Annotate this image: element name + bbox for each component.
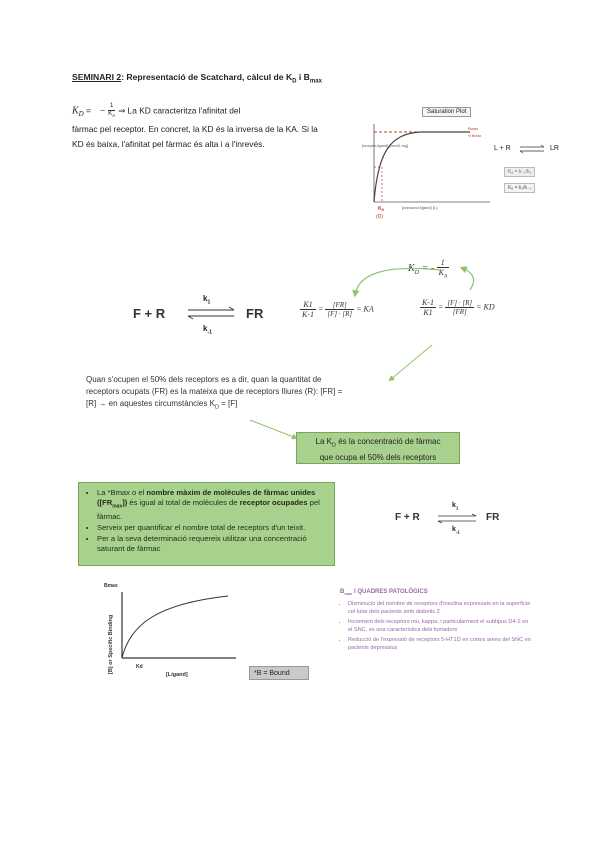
kd-box-sub: D: [331, 442, 336, 449]
saturation-plot-title: Saturation Plot: [422, 100, 471, 118]
binding-curve: [122, 596, 228, 658]
bmax-item-3: • Per a la seva determinació requereix utilitzar una concentració saturant de fàrmac: [97, 534, 330, 554]
eq1-num: K1: [300, 300, 316, 310]
small-km1: [452, 526, 460, 534]
small-km1-sub: -1: [455, 529, 460, 535]
kd-box-line1a: La K: [315, 437, 332, 446]
pathology-heading-b: B: [340, 589, 345, 595]
kd-top-eq: = -: [419, 263, 437, 275]
sat-y-label: [receptor-ligand] [nmol/L·mg]: [362, 144, 408, 148]
small-reaction-right: FR: [486, 512, 500, 523]
arrow-to-kd-box: [250, 420, 296, 438]
title-sub-d: D: [292, 78, 297, 85]
receptor-note-line3-sub: D: [214, 404, 219, 411]
small-reaction-arrows: [436, 513, 480, 525]
kd-box-line2: que ocupa el 50% dels receptors: [319, 452, 437, 462]
eq1-mid-den: [F] · [R]: [327, 310, 353, 318]
small-k1-k: k: [452, 502, 456, 509]
small-km1-k: k: [452, 526, 456, 533]
bmax-item-2: • Serveix per quantificar el nombre total de receptors d'un teixit.: [97, 523, 330, 533]
sat-box-ka: Kₐ = k₋₁/k₁: [504, 167, 535, 177]
arrow-kd-to-ka: [355, 268, 440, 295]
binding-kd-label: Kd: [136, 664, 143, 670]
eq2-num: K-1: [422, 298, 434, 307]
receptor-note-line3-end: = [F]: [218, 399, 238, 408]
title-seminar: SEMINARI 2: [72, 72, 122, 82]
intro-line1: La KD caracteritza l'afinitat del: [125, 105, 241, 116]
sat-bmax-label: Bmax: [468, 126, 479, 131]
pathology-heading-rest: I QUADRES PATOLÒGICS: [352, 589, 428, 595]
frac-den: K: [108, 111, 113, 117]
arrow-kd-loop: [462, 268, 474, 290]
intro-paragraph: $K_D$ = − $\frac{1}{K_A}$ ⇒ La KD caracteritza l'afinitat del fàrmac pel receptor. En concret, la KD és la inversa de la KA. Si la KD és baixa, l'afinitat pel fàrmac és alta i a l'inrevés.: [72, 103, 318, 149]
frac-num: 1: [110, 103, 114, 109]
small-k1-sub: 1: [455, 505, 459, 511]
bound-legend: *B = Bound: [249, 666, 309, 680]
bmax-item-1: [97, 488, 330, 522]
binding-x-label: [Ligand]: [166, 672, 188, 678]
bmax-b1-end: pel fàrmac.: [97, 498, 320, 521]
equation-ka: $\frac{K1}{K-1}$ = $\frac{[FR]}{[F] \cdot [R]}$ = KA: [302, 300, 374, 319]
kd-top-sub: D: [414, 270, 420, 277]
big-reaction-right: FR: [246, 306, 264, 321]
kd-sub: D: [78, 109, 84, 118]
eq2-den: K1: [423, 308, 433, 317]
binding-bmax-label: Bmax: [104, 583, 118, 589]
big-km1-k: k: [203, 324, 208, 333]
big-k1-sub: 1: [207, 299, 211, 306]
sat-half-bmax: ½ Bmax: [468, 134, 482, 138]
big-reaction-left: F + R: [133, 306, 166, 321]
bmax-b1-bold: nombre màxim de molècules de fàrmac unides ([FR: [97, 488, 316, 507]
bmax-b1-sub: max: [112, 503, 123, 510]
big-reaction-arrows: [186, 306, 238, 320]
receptor-note-line3: [86, 398, 416, 414]
frac-den-sub: A: [112, 113, 116, 119]
kd-box-line1: [297, 436, 459, 452]
sat-kd-label: $K_D$: [378, 206, 385, 212]
bmax-list: [85, 488, 330, 554]
kd-top-k: K: [408, 263, 415, 275]
big-k1: [203, 294, 210, 306]
pathology-item: • Reducció de l'expressió de receptors 5-HT1D en cortes arees del SNC en pacients depressius: [348, 636, 534, 652]
eq2-mid-num: [F] · [R]: [447, 299, 473, 307]
sat-kd-paren: (D): [376, 214, 383, 220]
sat-box-kd: Kₑ = k₁/k₋₁: [504, 183, 535, 193]
eq2-mid-den: [FR]: [452, 308, 467, 316]
eq1-den: K-1: [302, 310, 314, 319]
bmax-b1-bold3: receptor ocupades: [239, 498, 308, 507]
bmax-box: [78, 482, 335, 566]
small-reaction-left: F + R: [395, 512, 420, 523]
pathology-list-container: [338, 600, 534, 654]
title-sub-max: max: [309, 78, 322, 85]
receptor-note-line2: receptors ocupats (FR) es la mateixa que de receptors lliures (R): [FR] =: [86, 387, 343, 396]
binding-plot: [96, 580, 246, 684]
big-km1: [203, 324, 212, 336]
bmax-b1-mid: és igual al total de molècules de: [127, 498, 240, 507]
pathology-item: • Increment dels receptors mu, kappa, i particularment el subtipus D4-2 en el SNC, es una característica dels fumadors: [348, 618, 534, 634]
sat-reaction-left: L + R: [494, 145, 511, 152]
big-km1-sub: -1: [207, 329, 212, 336]
intro-arrow: ⇒: [118, 105, 126, 116]
eq2-result: = KD: [476, 302, 495, 312]
kd-top-den-sub: A: [443, 274, 447, 280]
receptor-note: [86, 374, 416, 414]
pathology-heading: [340, 589, 428, 596]
intro-equals: =: [83, 105, 94, 116]
title-rest: : Representació de Scatchard, càlcul de K: [121, 72, 293, 82]
bmax-b1-pre: La *Bmax o el: [97, 488, 147, 497]
eq1-mid-num: [FR]: [325, 301, 354, 310]
sat-x-label: [unbound ligand] (L): [402, 205, 438, 210]
pathology-heading-sub: max: [344, 591, 353, 597]
bmax-b1-bold2: ]): [122, 498, 128, 507]
small-k1: [452, 502, 458, 510]
pathology-item: • Disminució del nombre de receptors d'insulina expressats en la superfície cel·lular dels pacients amb diabetis 2: [348, 600, 534, 616]
kd-top-den: K: [438, 268, 444, 277]
sat-reaction-right: LR: [550, 145, 559, 152]
pathology-list: [338, 600, 534, 652]
big-k1-k: k: [203, 294, 208, 303]
intro-body: fàrmac pel receptor. En concret, la KD és la inversa de la KA. Si la KD és baixa, l'afinitat pel fàrmac és alta i a l'inrevés.: [72, 123, 318, 149]
kd-box-line1b: és la concentració de fàrmac: [335, 437, 441, 446]
binding-y-label: [B] or Specific Binding: [108, 614, 114, 674]
eq1-result: = KA: [356, 304, 374, 314]
kd-top-num: 1: [437, 258, 449, 268]
title-mid: i B: [296, 72, 310, 82]
receptor-note-line3-text: [R] → en aquestes circumstàncies K: [86, 399, 215, 408]
kd-symbol: K: [72, 105, 79, 117]
kd-definition-box: [296, 432, 460, 464]
equation-kd: $\frac{K-1}{K1}$ = $\frac{[F] \cdot [R]}{[FR]}$ = KD: [422, 298, 495, 317]
receptor-note-line1: Quan s'ocupen el 50% dels receptors es a dir, quan la quantitat de: [86, 375, 322, 384]
